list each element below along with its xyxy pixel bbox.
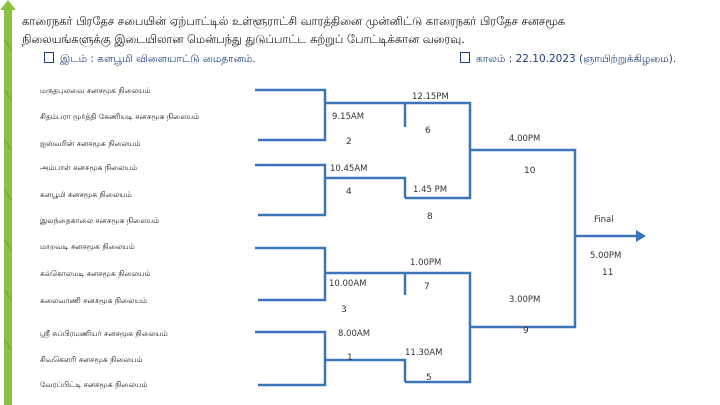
team-4: அம்பாள் சனசமூக நிலையம் xyxy=(40,163,138,172)
team-9: கலைவாணி சனசமூக நிலையம் xyxy=(40,296,148,305)
team-2: சிதம்பரா மூர்த்தி கேணியடி சனசமூக நிலையம் xyxy=(40,112,200,121)
match-6-number: 6 xyxy=(425,126,431,136)
match-9-time: 3.00PM xyxy=(509,295,541,305)
venue-text: இடம் : களபூமி விளையாட்டு மைதானம். xyxy=(60,53,256,65)
match-11-number: 11 xyxy=(602,268,614,278)
match-1-number: 1 xyxy=(347,353,353,363)
match-4-time: 10.45AM xyxy=(330,164,368,174)
match-4-number: 4 xyxy=(346,187,352,197)
team-12: வேரப்பிட்டி சனசமூக நிலையம் xyxy=(40,380,148,389)
match-3-time: 10.00AM xyxy=(329,279,367,289)
match-1-time: 8.00AM xyxy=(338,329,371,339)
match-8-time: 1.45 PM xyxy=(413,185,448,195)
match-7-number: 7 xyxy=(424,282,430,292)
match-5-time: 11.30AM xyxy=(405,348,443,358)
match-3-number: 3 xyxy=(341,305,347,315)
date-text: காலம் : 22.10.2023 (ஞாயிற்றுக்கிழமை). xyxy=(476,53,677,65)
header-title-line1: காரைநகர் பிரதேச சபையின் ஏற்பாட்டில் உள்ளூராட்சி வாரத்தினை முன்னிட்டு காரைநகர் பிரதேச சனசமூக xyxy=(22,14,566,28)
team-10: ஸ்ரீ சுப்பிரமணியர் சனசமூக நிலையம் xyxy=(40,329,168,338)
team-11: சிவகௌரி சனசமூக நிலையம் xyxy=(40,355,143,364)
match-7-time: 1.00PM xyxy=(410,258,442,268)
team-5: களபூமி சனசமூக நிலையம் xyxy=(40,190,132,199)
match-9-number: 9 xyxy=(523,326,529,336)
team-7: மாறவடி சனசமூக நிலையம் xyxy=(40,242,135,251)
match-8-number: 8 xyxy=(427,212,433,222)
final-arrow-icon xyxy=(636,230,646,242)
match-10-number: 10 xyxy=(524,166,536,176)
match-5-number: 5 xyxy=(426,373,432,383)
bracket-lines xyxy=(255,90,638,385)
match-6-time: 12.15PM xyxy=(412,92,449,102)
team-3: ஐஸ்வரின் சனசமூக நிலையம் xyxy=(40,139,141,148)
header-title-line2: நிலையங்களுக்கு இடையிலான மென்பந்து துடுப்பாட்ட சுற்றுப் போட்டிக்கான வரைவு. xyxy=(22,32,465,46)
match-2-number: 2 xyxy=(346,137,352,147)
team-8: கல்கொலமடி சனசமூக நிலையம் xyxy=(40,269,151,278)
match-2-time: 9.15AM xyxy=(332,112,365,122)
team-6: இலந்தைகாலை சனசமூக நிலையம் xyxy=(40,216,160,225)
match-11-time: 5.00PM xyxy=(590,251,622,261)
team-1: மருதபுலவை சனசமூக நிலையம் xyxy=(40,86,151,95)
match-10-time: 4.00PM xyxy=(509,134,541,144)
final-label: Final xyxy=(594,215,614,225)
